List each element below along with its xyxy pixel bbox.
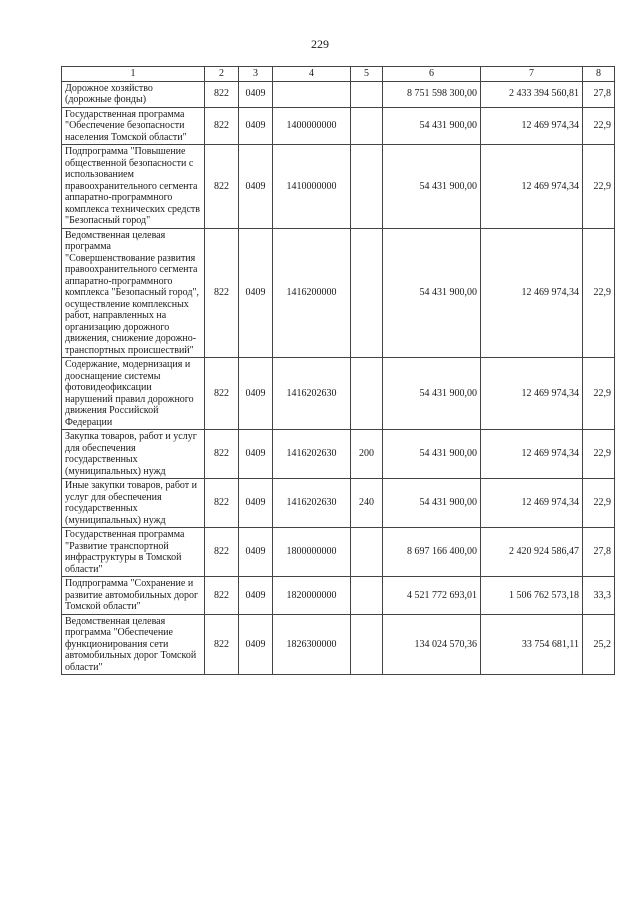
row-ministry: 822 [205,430,239,479]
row-executed: 2 433 394 560,81 [481,81,583,107]
row-name: Содержание, модернизация и дооснащение системы фотовидеофиксации нарушений правил дорожного движения Российской Федерации [62,358,205,430]
table-row [62,81,615,107]
row-executed: 12 469 974,34 [481,145,583,229]
row-section: 0409 [239,430,273,479]
row-section: 0409 [239,479,273,528]
row-plan: 54 431 900,00 [383,430,481,479]
row-name: Иные закупки товаров, работ и услуг для обеспечения государственных (муниципальных) нужд [62,479,205,528]
row-ministry: 822 [205,81,239,107]
row-ministry: 822 [205,577,239,615]
row-target-article: 1820000000 [273,577,351,615]
row-ministry: 822 [205,228,239,358]
table-row [62,107,615,145]
row-percent: 22,9 [583,358,615,430]
header-cell: 6 [383,67,481,82]
header-row [62,67,615,82]
row-plan: 54 431 900,00 [383,228,481,358]
row-percent: 27,8 [583,528,615,577]
row-target-article: 1416202630 [273,430,351,479]
header-cell: 2 [205,67,239,82]
row-section: 0409 [239,528,273,577]
header-cell: 8 [583,67,615,82]
row-section: 0409 [239,228,273,358]
row-plan: 54 431 900,00 [383,479,481,528]
header-cell: 3 [239,67,273,82]
row-section: 0409 [239,145,273,229]
row-section: 0409 [239,614,273,675]
row-name: Закупка товаров, работ и услуг для обеспечения государственных (муниципальных) нужд [62,430,205,479]
row-expense-type [351,577,383,615]
row-section: 0409 [239,577,273,615]
row-percent: 27,8 [583,81,615,107]
row-plan: 54 431 900,00 [383,358,481,430]
row-percent: 33,3 [583,577,615,615]
row-target-article: 1416200000 [273,228,351,358]
row-plan: 4 521 772 693,01 [383,577,481,615]
row-target-article: 1800000000 [273,528,351,577]
row-plan: 134 024 570,36 [383,614,481,675]
row-name: Дорожное хозяйство (дорожные фонды) [62,81,205,107]
row-target-article: 1410000000 [273,145,351,229]
table-row [62,228,615,358]
row-percent: 22,9 [583,228,615,358]
row-section: 0409 [239,81,273,107]
row-section: 0409 [239,107,273,145]
row-expense-type [351,528,383,577]
row-ministry: 822 [205,145,239,229]
table-row [62,358,615,430]
row-percent: 22,9 [583,107,615,145]
row-expense-type: 240 [351,479,383,528]
header-cell: 4 [273,67,351,82]
row-executed: 12 469 974,34 [481,358,583,430]
row-ministry: 822 [205,479,239,528]
row-executed: 33 754 681,11 [481,614,583,675]
row-executed: 12 469 974,34 [481,228,583,358]
header-cell: 7 [481,67,583,82]
table-row [62,614,615,675]
row-section: 0409 [239,358,273,430]
table-row [62,145,615,229]
row-executed: 1 506 762 573,18 [481,577,583,615]
row-plan: 8 751 598 300,00 [383,81,481,107]
row-expense-type [351,228,383,358]
row-plan: 8 697 166 400,00 [383,528,481,577]
header-cell: 5 [351,67,383,82]
row-expense-type [351,614,383,675]
row-percent: 22,9 [583,479,615,528]
row-name: Подпрограмма "Сохранение и развитие автомобильных дорог Томской области" [62,577,205,615]
row-ministry: 822 [205,107,239,145]
row-plan: 54 431 900,00 [383,145,481,229]
row-executed: 12 469 974,34 [481,430,583,479]
header-cell: 1 [62,67,205,82]
row-percent: 22,9 [583,145,615,229]
row-percent: 22,9 [583,430,615,479]
row-name: Государственная программа "Развитие транспортной инфраструктуры в Томской области" [62,528,205,577]
row-executed: 2 420 924 586,47 [481,528,583,577]
row-target-article: 1416202630 [273,358,351,430]
row-executed: 12 469 974,34 [481,107,583,145]
row-name: Государственная программа "Обеспечение безопасности населения Томской области" [62,107,205,145]
budget-table [61,66,615,675]
table-row [62,528,615,577]
row-expense-type [351,145,383,229]
row-target-article: 1416202630 [273,479,351,528]
row-percent: 25,2 [583,614,615,675]
table-row [62,479,615,528]
page-number: 229 [311,37,329,51]
row-expense-type [351,358,383,430]
row-target-article: 1826300000 [273,614,351,675]
row-expense-type: 200 [351,430,383,479]
row-expense-type [351,81,383,107]
row-name: Ведомственная целевая программа "Обеспечение функционирования сети автомобильных дорог Томской области" [62,614,205,675]
row-expense-type [351,107,383,145]
table-row [62,577,615,615]
row-name: Подпрограмма "Повышение общественной безопасности с использованием правоохранительного сегмента аппаратно-программного комплекса технических средств "Безопасный город" [62,145,205,229]
row-name: Ведомственная целевая программа "Совершенствование развития правоохранительного сегмента аппаратно-программного комплекса "Безопасный город", осуществление комплексных работ, направленных на организацию дорожного движения, снижение дорожно-транспортных происшествий" [62,228,205,358]
row-ministry: 822 [205,528,239,577]
table-row [62,430,615,479]
row-target-article: 1400000000 [273,107,351,145]
row-ministry: 822 [205,358,239,430]
row-target-article [273,81,351,107]
row-ministry: 822 [205,614,239,675]
row-plan: 54 431 900,00 [383,107,481,145]
row-executed: 12 469 974,34 [481,479,583,528]
